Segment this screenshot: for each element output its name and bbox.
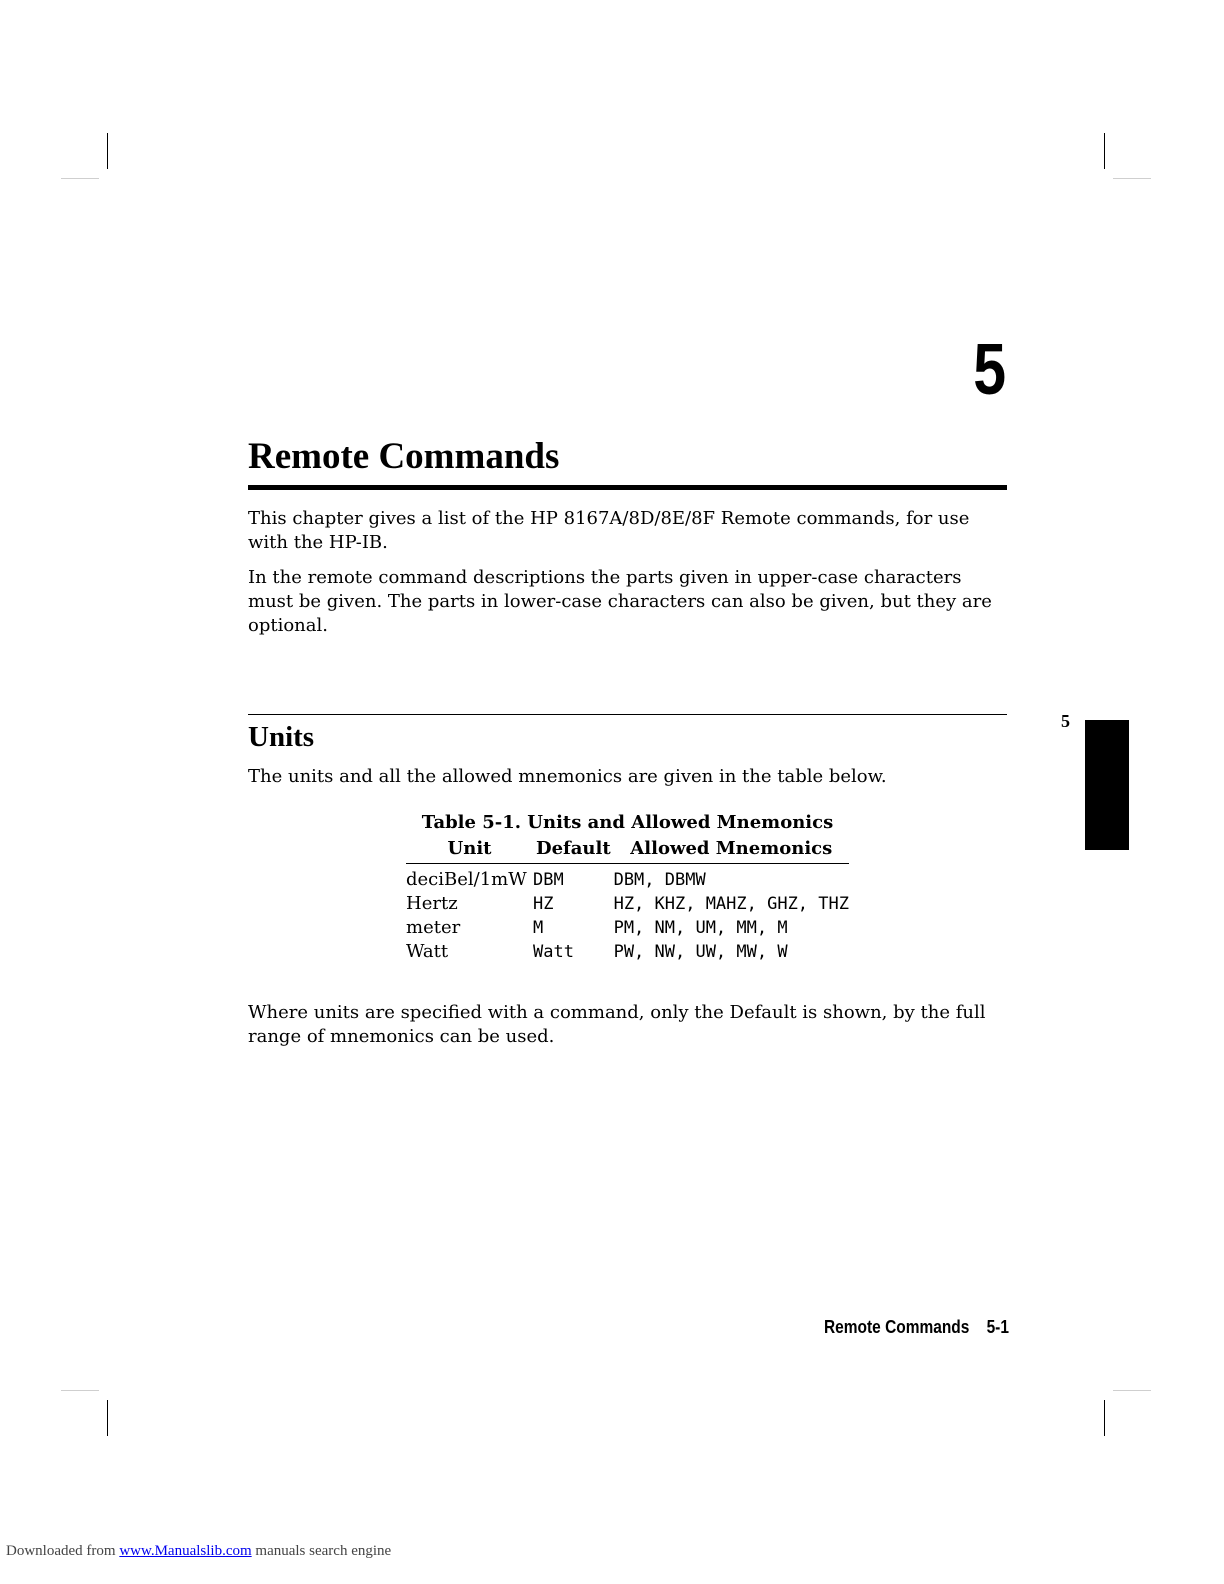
- header-allowed-mnemonics: Allowed Mnemonics: [614, 837, 849, 864]
- crop-mark-top-left: [107, 133, 108, 169]
- crop-mark-bottom-right-h: [1113, 1390, 1151, 1391]
- cell-default: DBM: [533, 870, 564, 890]
- cell-unit: deciBel/1mW: [406, 869, 527, 890]
- footer-section-name: Remote Commands: [824, 1317, 970, 1337]
- thumb-tab-number: 5: [1061, 711, 1070, 731]
- cell-mnemonics: PW, NW, UW, MW, W: [613, 942, 788, 962]
- section-rule: [248, 714, 1007, 715]
- intro-paragraph-2: In the remote command descriptions the parts given in upper-case characters must be given. The parts in lower-case characters can also be given, but they are optional.: [248, 567, 992, 636]
- units-closing-paragraph: Where units are specified with a command, only the Default is shown, by the full range of mnemonics can be used.: [248, 1002, 986, 1047]
- thumb-tab-bar: [1085, 720, 1129, 850]
- page-footer: [824, 1316, 1009, 1338]
- table-row: [406, 864, 849, 893]
- table-row: [406, 940, 849, 964]
- table-row: [406, 892, 849, 916]
- crop-mark-bottom-right: [1104, 1400, 1105, 1436]
- chapter-title-rule: [248, 485, 1007, 490]
- intro-paragraph-1: This chapter gives a list of the HP 8167A/8D/8E/8F Remote commands, for use with the HP-IB.: [248, 508, 970, 553]
- section-title-units: Units: [248, 721, 315, 753]
- table-header-row: [406, 837, 849, 864]
- crop-mark-top-right: [1104, 133, 1105, 169]
- header-unit: Unit: [406, 837, 533, 864]
- units-lead-paragraph: The units and all the allowed mnemonics are given in the table below.: [248, 766, 887, 787]
- download-note-suffix: manuals search engine: [255, 1543, 392, 1559]
- cell-mnemonics: HZ, KHZ, MAHZ, GHZ, THZ: [613, 894, 849, 914]
- cell-default: Watt: [533, 942, 574, 962]
- download-note-prefix: Downloaded from: [6, 1543, 116, 1559]
- chapter-title: Remote Commands: [248, 436, 560, 477]
- crop-mark-bottom-left-h: [61, 1390, 99, 1391]
- cell-unit: meter: [406, 917, 461, 938]
- crop-mark-top-right-h: [1113, 178, 1151, 179]
- cell-default: HZ: [533, 894, 554, 914]
- cell-unit: Hertz: [406, 893, 458, 914]
- cell-mnemonics: PM, NM, UM, MM, M: [613, 918, 788, 938]
- footer-page-number: 5-1: [986, 1317, 1009, 1337]
- cell-unit: Watt: [406, 941, 449, 962]
- download-note: [6, 1542, 391, 1560]
- units-table: [406, 837, 849, 964]
- table-row: [406, 916, 849, 940]
- crop-mark-top-left-h: [61, 178, 99, 179]
- header-default: Default: [533, 837, 614, 864]
- chapter-number: 5: [973, 330, 1006, 410]
- crop-mark-bottom-left: [107, 1400, 108, 1436]
- cell-default: M: [533, 918, 544, 938]
- table-caption: Table 5-1. Units and Allowed Mnemonics: [421, 812, 834, 833]
- manualslib-link[interactable]: www.Manualslib.com: [119, 1543, 252, 1559]
- cell-mnemonics: DBM, DBMW: [613, 870, 706, 890]
